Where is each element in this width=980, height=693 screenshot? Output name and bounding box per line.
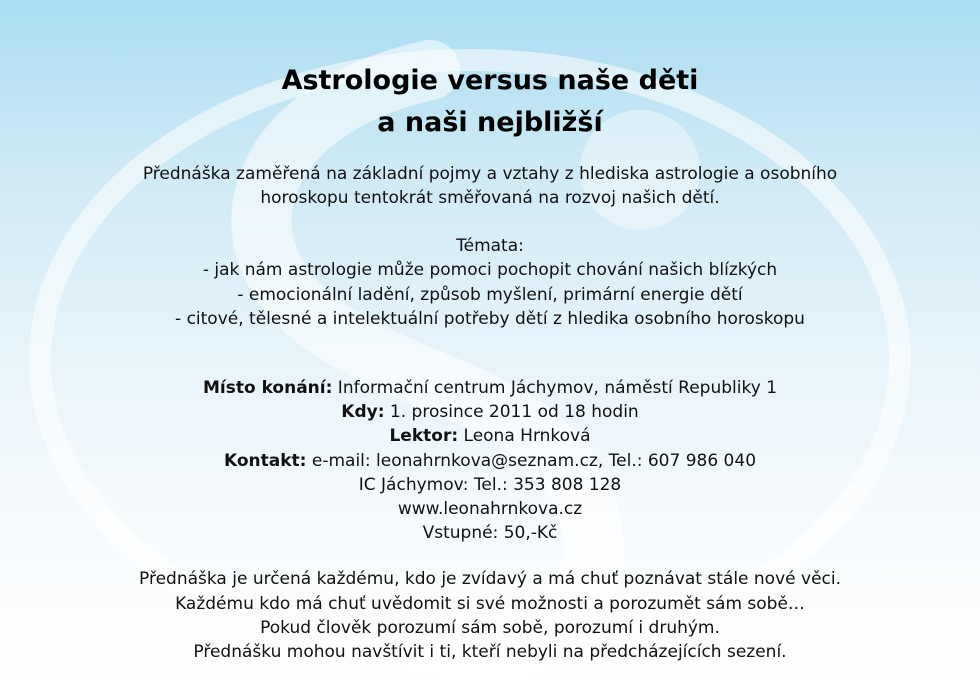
topic-item-1: - jak nám astrologie může pomoci pochopit chování našich blízkých xyxy=(202,260,778,280)
when-line xyxy=(0,400,980,424)
topic-item-2: - emocionální ladění, způsob myšlení, primární energie dětí xyxy=(237,285,743,305)
title-line-1: Astrologie versus naše děti xyxy=(281,65,699,96)
closing-line-1: Přednáška je určená každému, kdo je zvídavý a má chuť poznávat stále nové věci. xyxy=(139,569,841,589)
venue-value: Informační centrum Jáchymov, náměstí Republiky 1 xyxy=(332,378,778,398)
contact-label: Kontakt: xyxy=(223,451,307,471)
venue-label: Místo konání: xyxy=(202,378,333,398)
closing-line-3: Pokud člověk porozumí sám sobě, porozumí i druhým. xyxy=(260,618,720,638)
topic-item-3: - citové, tělesné a intelektuální potřeby dětí z hledika osobního horoskopu xyxy=(175,309,805,329)
lecturer-value: Leona Hrnková xyxy=(458,426,591,446)
lecturer-line xyxy=(0,424,980,448)
when-value: 1. prosince 2011 od 18 hodin xyxy=(384,402,639,422)
closing-line-4: Přednášku mohou navštívit i ti, kteří nebyli na předcházejících sezení. xyxy=(193,642,787,662)
website-link[interactable]: www.leonahrnkova.cz xyxy=(397,499,583,519)
intro-line-1: Přednáška zaměřená na základní pojmy a vztahy z hlediska astrologie a osobního xyxy=(142,164,838,184)
topics-heading: Témata: xyxy=(456,236,524,256)
lecturer-label: Lektor: xyxy=(389,426,459,446)
venue-line xyxy=(0,376,980,400)
ic-contact-line: IC Jáchymov: Tel.: 353 808 128 xyxy=(358,475,622,495)
when-label: Kdy: xyxy=(341,402,385,422)
intro-line-2: horoskopu tentokrát směřovaná na rozvoj našich dětí. xyxy=(260,188,720,208)
closing-line-2: Každému kdo má chuť uvědomit si své možnosti a porozumět sám sobě… xyxy=(175,594,805,614)
contact-value: e-mail: leonahrnkova@seznam.cz, Tel.: 607 986 040 xyxy=(306,451,757,471)
title-line-2: a naši nejbližší xyxy=(377,107,603,138)
contact-line xyxy=(0,449,980,473)
entry-fee: Vstupné: 50,-Kč xyxy=(422,523,558,543)
